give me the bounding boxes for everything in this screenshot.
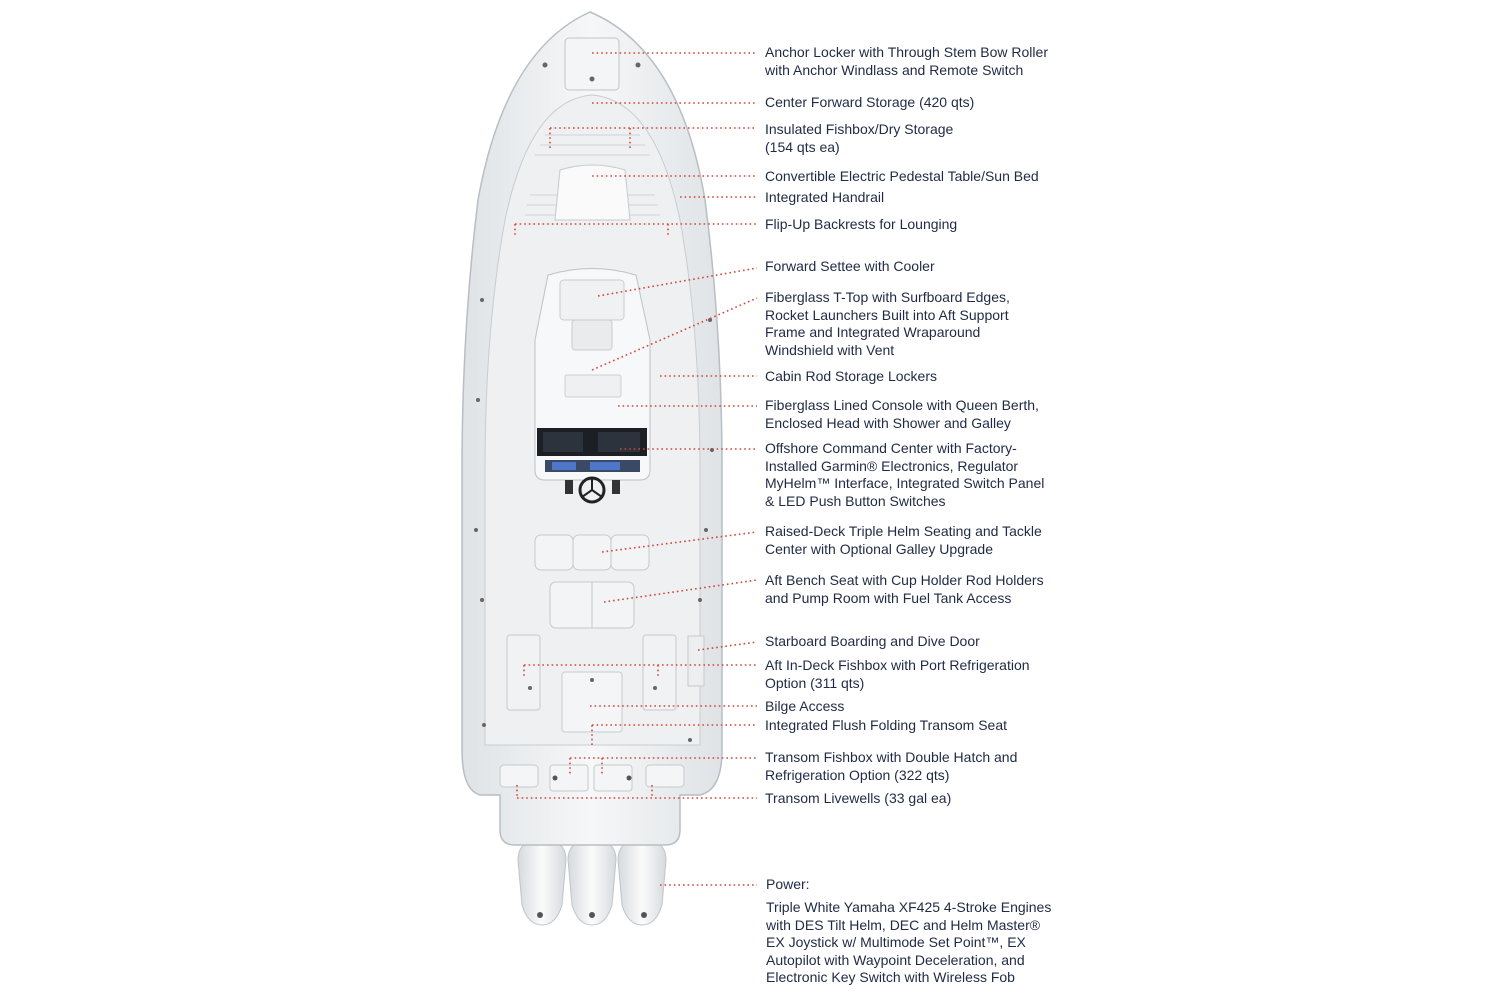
callout-power-heading: Power:: [766, 876, 810, 892]
callout-bilge-access: Bilge Access: [765, 698, 845, 714]
callout-transom-livewells: Transom Livewells (33 gal ea): [765, 790, 952, 806]
callout-insulated-fishbox: Insulated Fishbox/Dry Storage (154 qts ea): [765, 121, 954, 155]
callout-power: Triple White Yamaha XF425 4-Stroke Engines with DES Tilt Helm, DEC and Helm Master® EX Joystick w/ Multimode Set Point™, EX Autopilot with Waypoint Deceleration, and Electronic Key Switch with Wireless Fob: [766, 899, 1052, 985]
callout-transom-fishbox: Transom Fishbox with Double Hatch and Refrigeration Option (322 qts): [765, 749, 1018, 783]
callout-forward-settee: Forward Settee with Cooler: [765, 258, 935, 274]
callout-cabin-rod-storage: Cabin Rod Storage Lockers: [765, 368, 937, 384]
callout-helm-seating: Raised-Deck Triple Helm Seating and Tackle Center with Optional Galley Upgrade: [765, 523, 1042, 557]
callout-anchor-locker: Anchor Locker with Through Stem Bow Roller with Anchor Windlass and Remote Switch: [765, 44, 1048, 78]
callout-aft-fishbox: Aft In-Deck Fishbox with Port Refrigeration Option (311 qts): [765, 657, 1030, 691]
hull: [462, 12, 722, 845]
callout-t-top: Fiberglass T-Top with Surfboard Edges, Rocket Launchers Built into Aft Support Frame and Integrated Wraparound Windshield with Vent: [765, 289, 1010, 358]
callout-aft-bench: Aft Bench Seat with Cup Holder Rod Holders and Pump Room with Fuel Tank Access: [765, 572, 1044, 606]
callout-console: Fiberglass Lined Console with Queen Berth, Enclosed Head with Shower and Galley: [765, 397, 1039, 431]
callout-dive-door: Starboard Boarding and Dive Door: [765, 633, 980, 649]
callout-transom-seat: Integrated Flush Folding Transom Seat: [765, 717, 1008, 733]
callout-integrated-handrail: Integrated Handrail: [765, 189, 885, 205]
helm-electronics: [537, 428, 647, 472]
callout-flip-up-backrests: Flip-Up Backrests for Lounging: [765, 216, 958, 232]
engine-3: [618, 838, 666, 925]
callout-center-forward-storage: Center Forward Storage (420 qts): [765, 94, 975, 110]
engine-1: [518, 838, 566, 925]
callout-pedestal-table: Convertible Electric Pedestal Table/Sun Bed: [765, 168, 1039, 184]
callout-command-center: Offshore Command Center with Factory- Installed Garmin® Electronics, Regulator MyHelm™ Interface, Integrated Switch Panel & LED Push Button Switches: [765, 440, 1045, 509]
engine-2: [568, 838, 616, 925]
